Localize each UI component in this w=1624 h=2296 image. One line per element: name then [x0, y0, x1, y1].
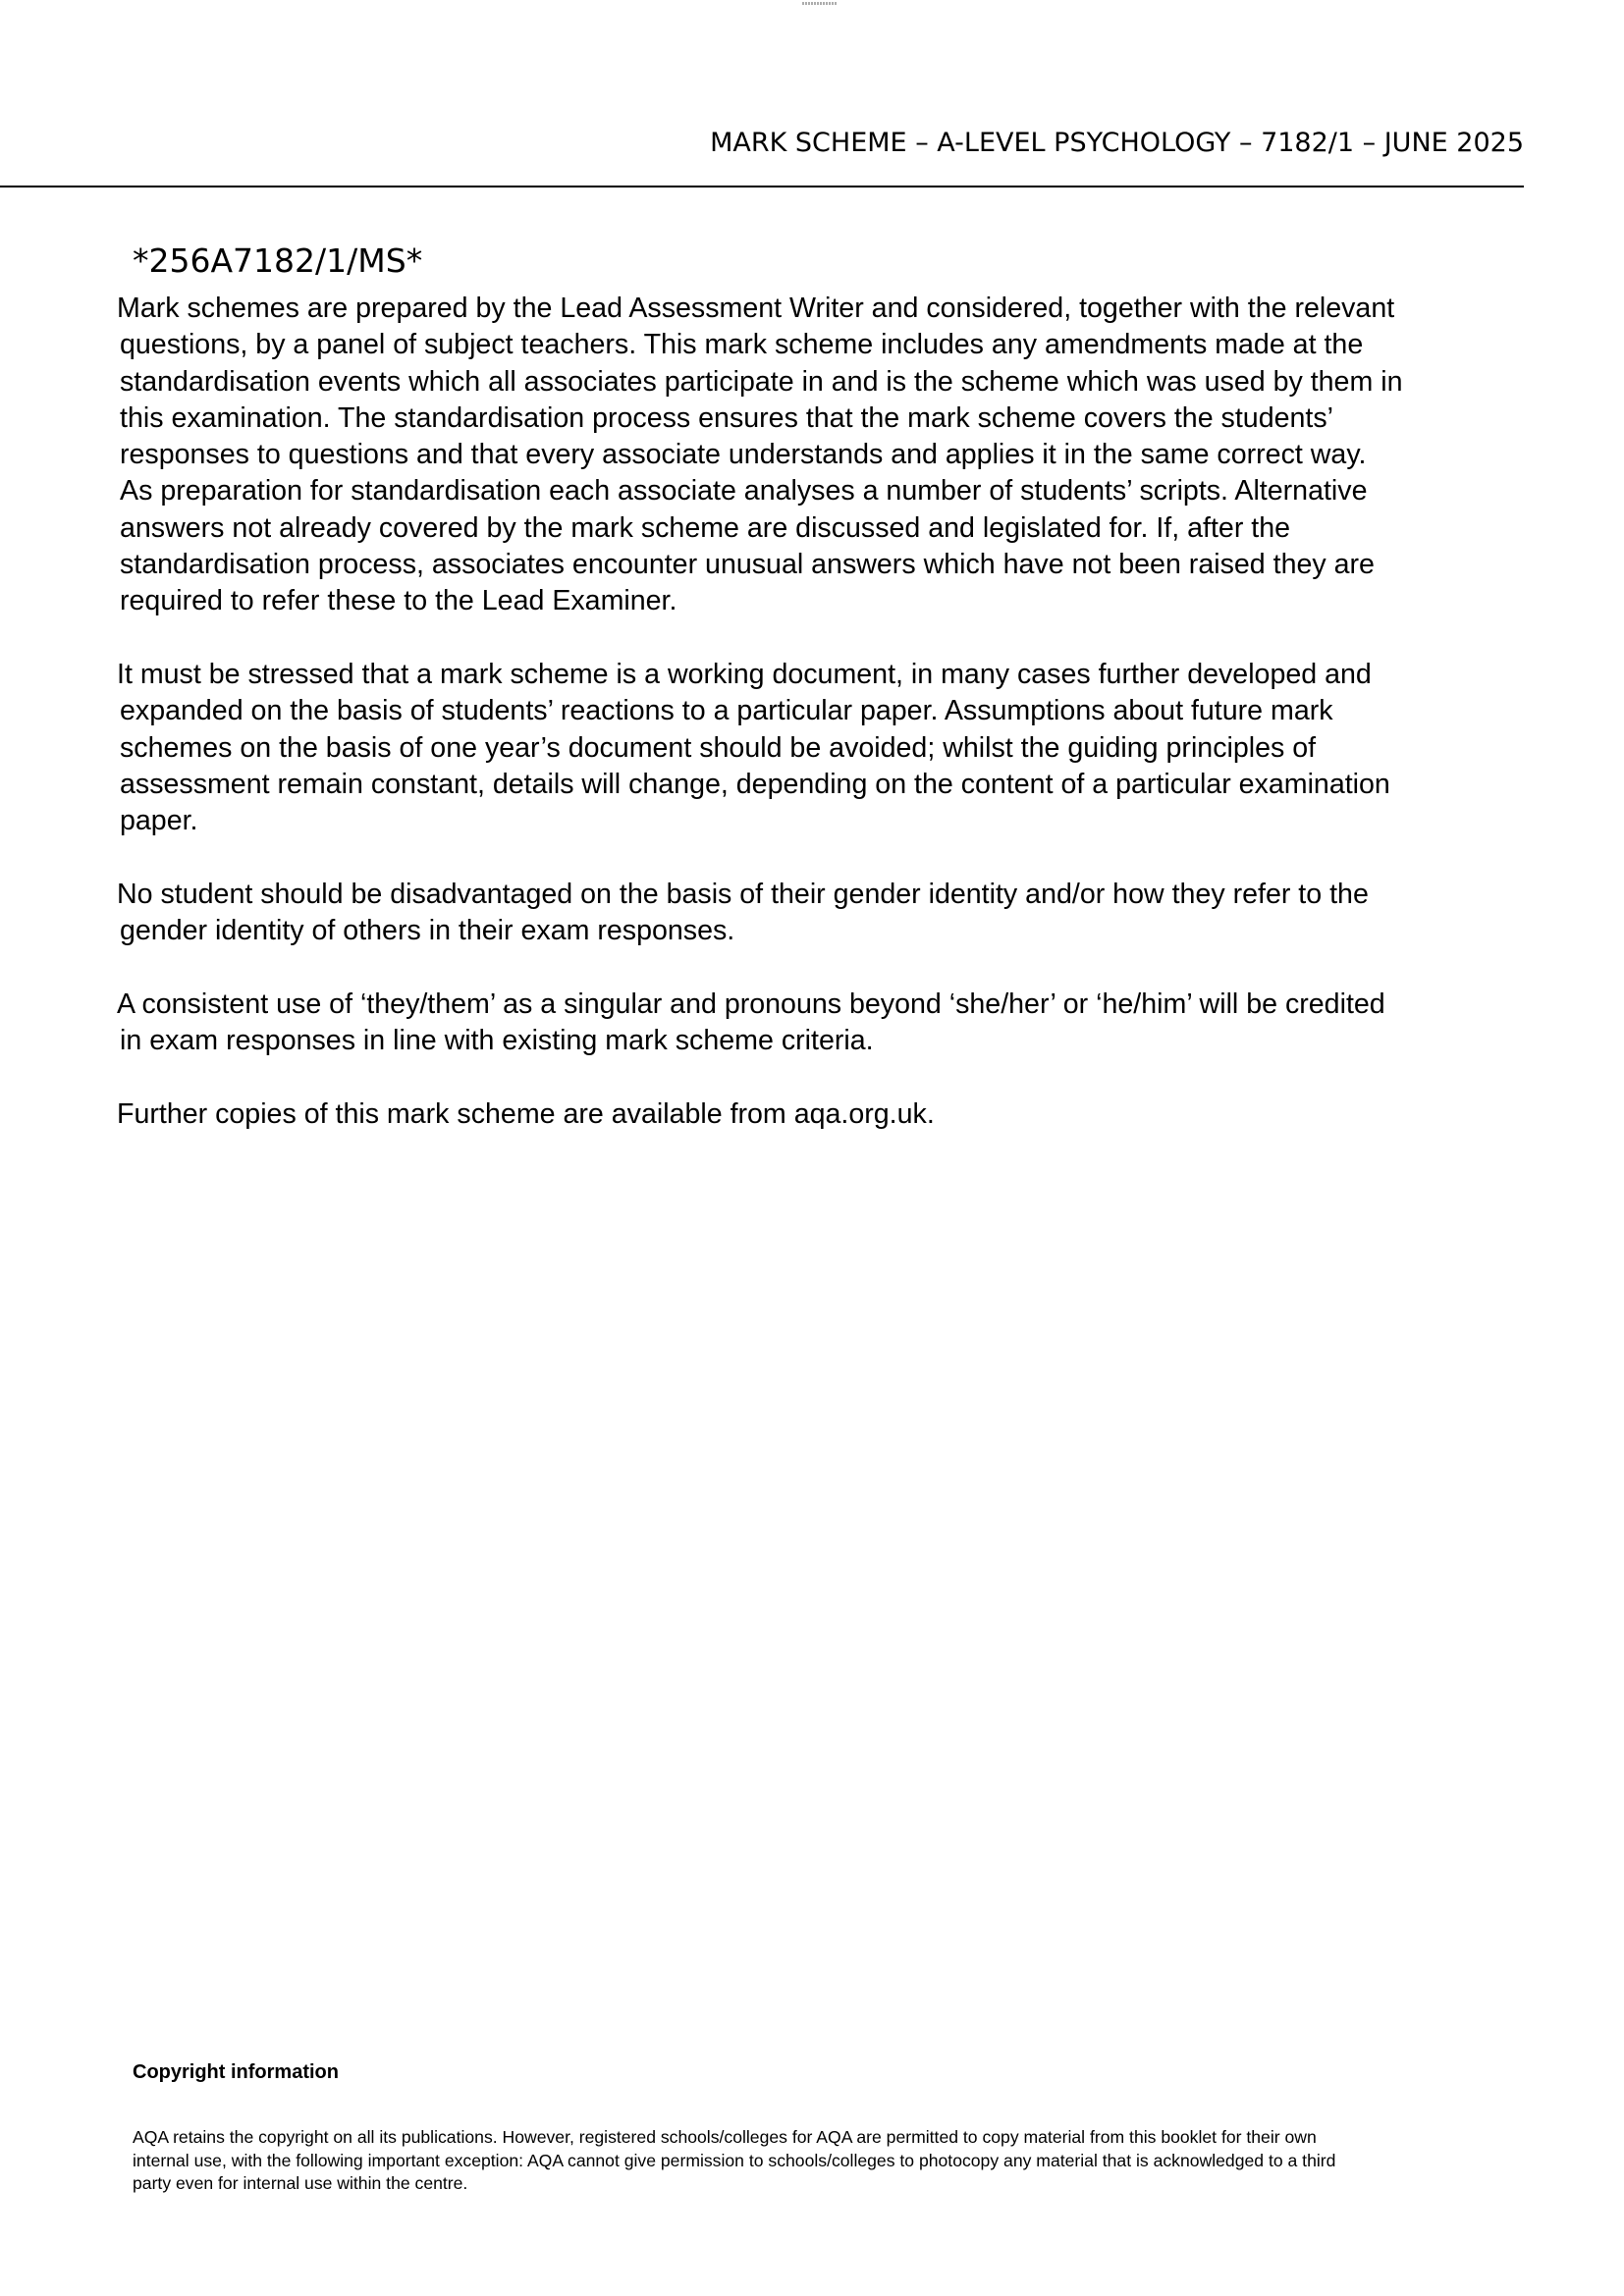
- text-line: this examination. The standardisation process ensures that the mark scheme covers the students’: [120, 401, 1333, 434]
- paragraph-further-copies: [117, 1096, 1511, 1133]
- text-line: assessment remain constant, details will change, depending on the content of a particular examination: [120, 768, 1390, 800]
- document-code: *256A7182/1/MS*: [133, 241, 423, 280]
- paragraph-standardisation: [117, 291, 1511, 620]
- text-line: Mark schemes are prepared by the Lead Assessment Writer and considered, together with the relevant: [117, 293, 1395, 324]
- text-line: standardisation events which all associates participate in and is the scheme which was used by them in: [120, 365, 1403, 398]
- copyright-text: [133, 2126, 1507, 2196]
- text-line: required to refer these to the Lead Examiner.: [120, 585, 677, 617]
- header-divider: [0, 186, 1524, 187]
- copyright-line: party even for internal use within the centre.: [133, 2173, 468, 2193]
- text-line: in exam responses in line with existing mark scheme criteria.: [120, 1024, 874, 1056]
- text-line: expanded on the basis of students’ reactions to a particular paper. Assumptions about future mark: [120, 695, 1333, 727]
- text-line: standardisation process, associates encounter unusual answers which have not been raised they are: [120, 549, 1375, 581]
- paragraph-gender-identity: [117, 877, 1511, 950]
- paragraph-working-document: [117, 657, 1511, 839]
- text-line: Further copies of this mark scheme are available from aqa.org.uk.: [117, 1097, 935, 1130]
- top-scan-mark: [802, 2, 838, 5]
- running-header-title: MARK SCHEME – A-LEVEL PSYCHOLOGY – 7182/1 – JUNE 2025: [710, 128, 1524, 158]
- text-line: paper.: [120, 805, 198, 837]
- copyright-line: internal use, with the following important exception: AQA cannot give permission to schools/colleges to photocopy any material that is acknowledged to a third: [133, 2150, 1336, 2170]
- text-line: A consistent use of ‘they/them’ as a singular and pronouns beyond ‘she/her’ or ‘he/him’ will be credited: [117, 988, 1385, 1020]
- text-line: schemes on the basis of one year’s document should be avoided; whilst the guiding principles of: [120, 731, 1317, 764]
- mark-scheme-intro: [117, 291, 1511, 1169]
- paragraph-pronouns: [117, 987, 1511, 1060]
- text-line: It must be stressed that a mark scheme is a working document, in many cases further developed and: [117, 658, 1372, 690]
- text-line: responses to questions and that every associate understands and applies it in the same correct way.: [120, 439, 1367, 471]
- copyright-line: AQA retains the copyright on all its publications. However, registered schools/colleges for AQA are permitted to copy material from this booklet for their own: [133, 2127, 1317, 2147]
- text-line: No student should be disadvantaged on the basis of their gender identity and/or how they refer to the: [117, 878, 1369, 910]
- text-line: answers not already covered by the mark scheme are discussed and legislated for. If, after the: [120, 511, 1291, 544]
- text-line: gender identity of others in their exam responses.: [120, 915, 735, 947]
- text-line: As preparation for standardisation each associate analyses a number of students’ scripts. Alternative: [120, 475, 1368, 507]
- copyright-heading: Copyright information: [133, 2061, 339, 2083]
- text-line: questions, by a panel of subject teachers. This mark scheme includes any amendments made at the: [120, 329, 1364, 361]
